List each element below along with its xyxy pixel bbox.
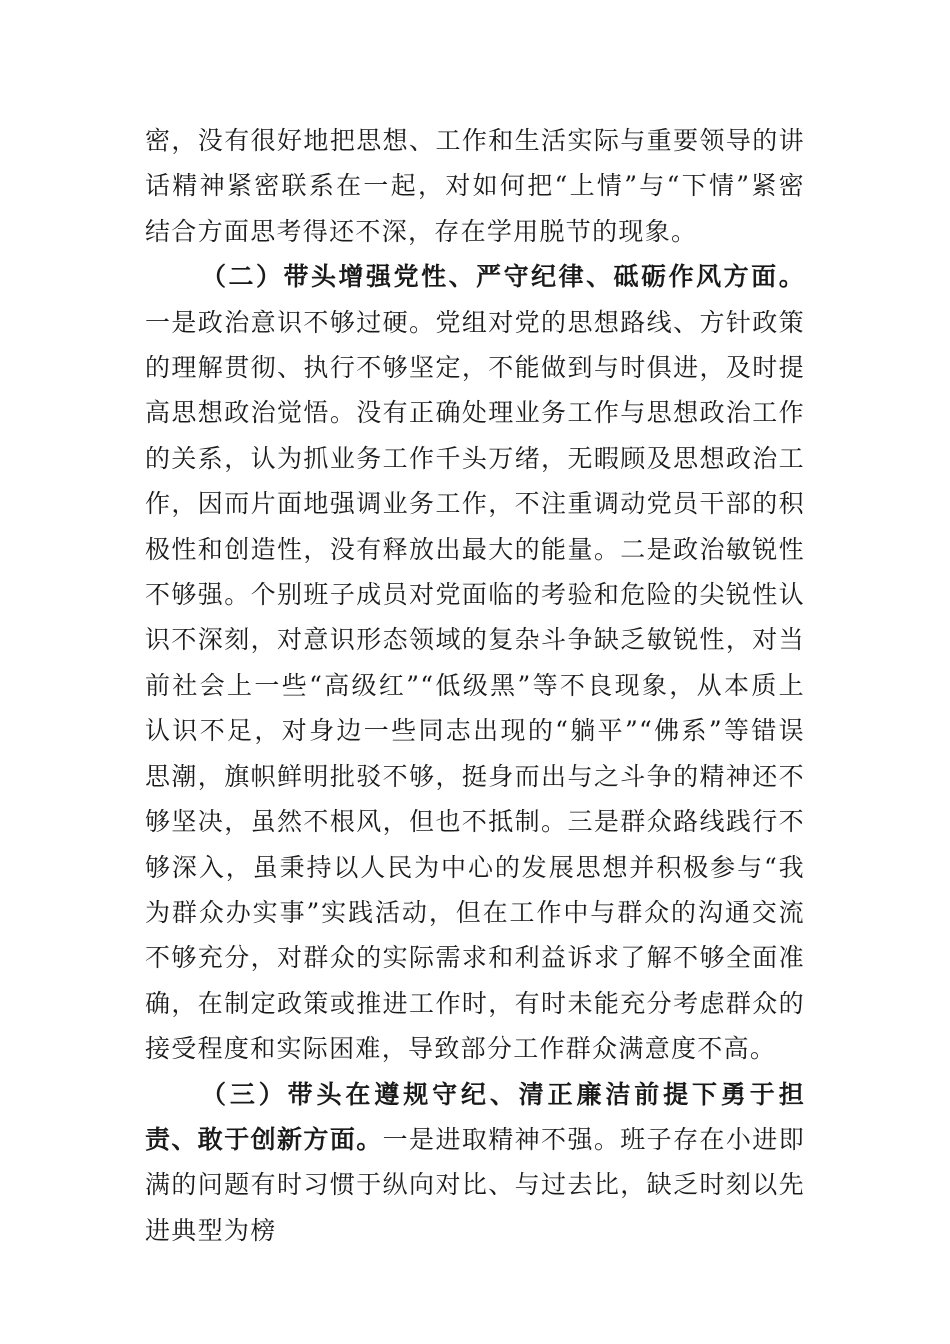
paragraph-section-3 (145, 1072, 805, 1254)
paragraph-section-2 (145, 254, 805, 1071)
paragraph-continuation (145, 118, 805, 254)
section-heading: （三）带头在遵规守纪、清正廉洁前提下勇于担责、敢于创新方面。 (145, 1079, 805, 1154)
document-body (145, 118, 805, 1253)
section-heading: （二）带头增强党性、严守纪律、砥砺作风方面。 (201, 262, 805, 292)
paragraph-text: 一是进取精神不强。班子存在小进即满的问题有时习惯于纵向对比、与过去比，缺乏时刻以先进典型为榜 (145, 1124, 805, 1245)
paragraph-text: 一是政治意识不够过硬。党组对党的思想路线、方针政策的理解贯彻、执行不够坚定，不能做到与时俱进，及时提高思想政治觉悟。没有正确处理业务工作与思想政治工作的关系，认为抓业务工作千头万绪，无暇顾及思想政治工作，因而片面地强调业务工作，不注重调动党员干部的积极性和创造性，没有释放出最大的能量。二是政治敏锐性不够强。个别班子成员对党面临的考验和危险的尖锐性认识不深刻，对意识形态领域的复杂斗争缺乏敏锐性，对当前社会上一些“高级红”“低级黑”等不良现象，从本质上认识不足，对身边一些同志出现的“躺平”“佛系”等错误思潮，旗帜鲜明批驳不够，挺身而出与之斗争的精神还不够坚决，虽然不根风，但也不抵制。三是群众路线践行不够深入，虽秉持以人民为中心的发展思想并积极参与“我为群众办实事”实践活动，但在工作中与群众的沟通交流不够充分，对群众的实际需求和利益诉求了解不够全面准确，在制定政策或推进工作时，有时未能充分考虑群众的接受程度和实际困难，导致部分工作群众满意度不高。 (145, 307, 805, 1064)
paragraph-text: 密，没有很好地把思想、工作和生活实际与重要领导的讲话精神紧密联系在一起，对如何把“上情”与“下情”紧密结合方面思考得还不深，存在学用脱节的现象。 (145, 126, 805, 246)
